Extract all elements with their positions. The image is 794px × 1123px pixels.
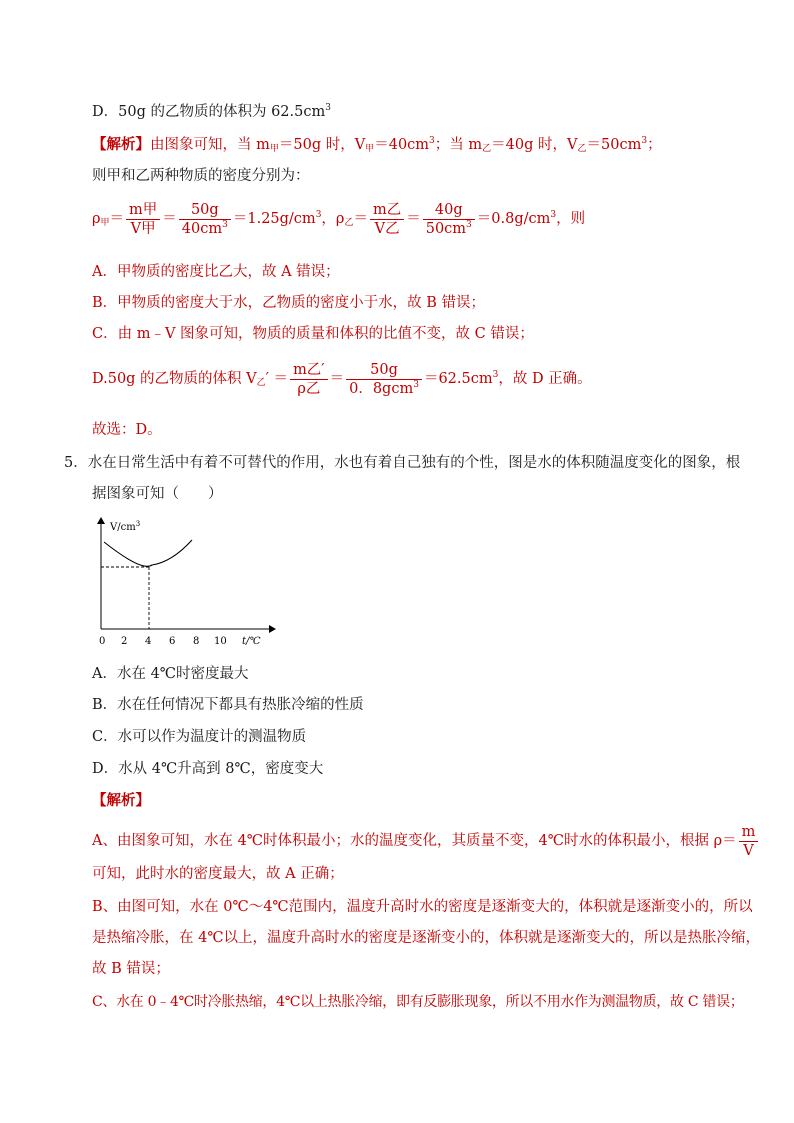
density-formula: $\rho_甲=$ $\frac{\text{m甲}}{\text{V甲}}$ ＝ $\frac{50g}{40cm^3}$ $=1.25g/cm^3$，$\rho_乙=$ $\frac{\text{m乙}}{\text{V乙}}$ ＝ $\frac{40g}{50cm^3}$ $=0.8g/cm^3$，则: [92, 201, 586, 237]
fraction-50g-density: $\frac{50g}{0.8gcm^3}$: [346, 361, 422, 398]
fraction-50g-40cm3: $\frac{50g}{40cm^3}$: [179, 201, 231, 238]
explain-b-1: B、由图可知，水在 0℃～4℃范围内，温度升高时水的密度是逐渐变大的，体积就是逐渐变小的，所以: [92, 899, 753, 915]
explain-c: C、水在 0﹣4℃时冷胀热缩，4℃以上热胀冷缩，即有反膨胀现象，所以不用水作为测温物质，故 C 错误；: [92, 994, 744, 1010]
analysis-tag-2: 【解析】: [92, 792, 150, 809]
option-5c: C．水可以作为温度计的测温物质: [92, 729, 307, 745]
y-axis-label: $V/cm^3$: [110, 520, 141, 533]
volume-temperature-graph: [92, 512, 292, 652]
analysis-line-1: 【解析】由图象可知，当 $m_甲=50g$ 时，$V_甲=40cm^3$；当 $m_乙=40g$ 时，$V_乙=50cm^3$；: [92, 136, 662, 154]
question-5-line-1: 5．水在日常生活中有着不可替代的作用，水也有着自己独有的个性，图是水的体积随温度变化的图象，根: [64, 455, 741, 471]
explain-a-2: 可知，此时水的密度最大，故 A 正确；: [92, 866, 344, 882]
explain-a-1: A、由图象可知，水在 4℃时体积最小；水的温度变化，其质量不变，4℃时水的体积最小，根据 ρ＝ $\frac{m}{V}$: [92, 822, 760, 860]
x-tick: 8: [193, 636, 200, 647]
x-tick: 6: [169, 636, 176, 647]
x-axis-label: t/℃: [242, 636, 261, 647]
question-5-line-2: 据图象可知（ ）: [92, 486, 223, 502]
fraction-m-rho-yi: $\frac{\text{m乙′}}{\text{ρ乙}}$: [290, 361, 328, 398]
fraction-m-over-v: $\frac{m}{V}$: [739, 823, 759, 860]
explain-b-2: 是热缩冷胀，在 4℃以上，温度升高时水的密度是逐渐变小的，体积就是逐渐变大的，所以是热胀冷缩，: [92, 930, 761, 946]
analysis-b: B．甲物质的密度大于水，乙物质的密度小于水，故 B 错误；: [92, 295, 486, 311]
answer-line: 故选：D。: [92, 422, 162, 438]
x-tick: 2: [121, 636, 128, 647]
analysis-d: D.50g 的乙物质的体积 $V_乙'$ ＝ $\frac{\text{m乙′}}{\text{ρ乙}}$ ＝ $\frac{50g}{0.8gcm^3}$ $=62.5cm^3$，故 D 正确。: [92, 361, 592, 397]
fraction-m-v-yi: $\frac{\text{m乙}}{\text{V乙}}$: [370, 201, 404, 238]
x-tick: 10: [214, 636, 227, 647]
option-5d: D．水从 4℃升高到 8℃，密度变大: [92, 761, 324, 777]
x-tick: 0: [99, 636, 106, 647]
explain-b-3: 故 B 错误；: [92, 961, 170, 977]
analysis-tag: 【解析】: [92, 136, 150, 153]
analysis-a: A．甲物质的密度比乙大，故 A 错误；: [92, 264, 340, 280]
option-5a: A．水在 4℃时密度最大: [92, 666, 249, 682]
volume-curve: [104, 540, 192, 566]
fraction-m-v-jia: $\frac{\text{m甲}}{\text{V甲}}$: [126, 201, 160, 238]
fraction-40g-50cm3: $\frac{40g}{50cm^3}$: [423, 201, 475, 238]
x-tick: 4: [145, 636, 152, 647]
analysis-c: C．由 m﹣V 图象可知，物质的质量和体积的比值不变，故 C 错误；: [92, 326, 534, 342]
option-d-prev: D．50g 的乙物质的体积为 $62.5cm^3$: [92, 103, 331, 120]
analysis-line-2: 则甲和乙两种物质的密度分别为：: [92, 168, 310, 184]
option-5b: B．水在任何情况下都具有热胀冷缩的性质: [92, 697, 364, 713]
